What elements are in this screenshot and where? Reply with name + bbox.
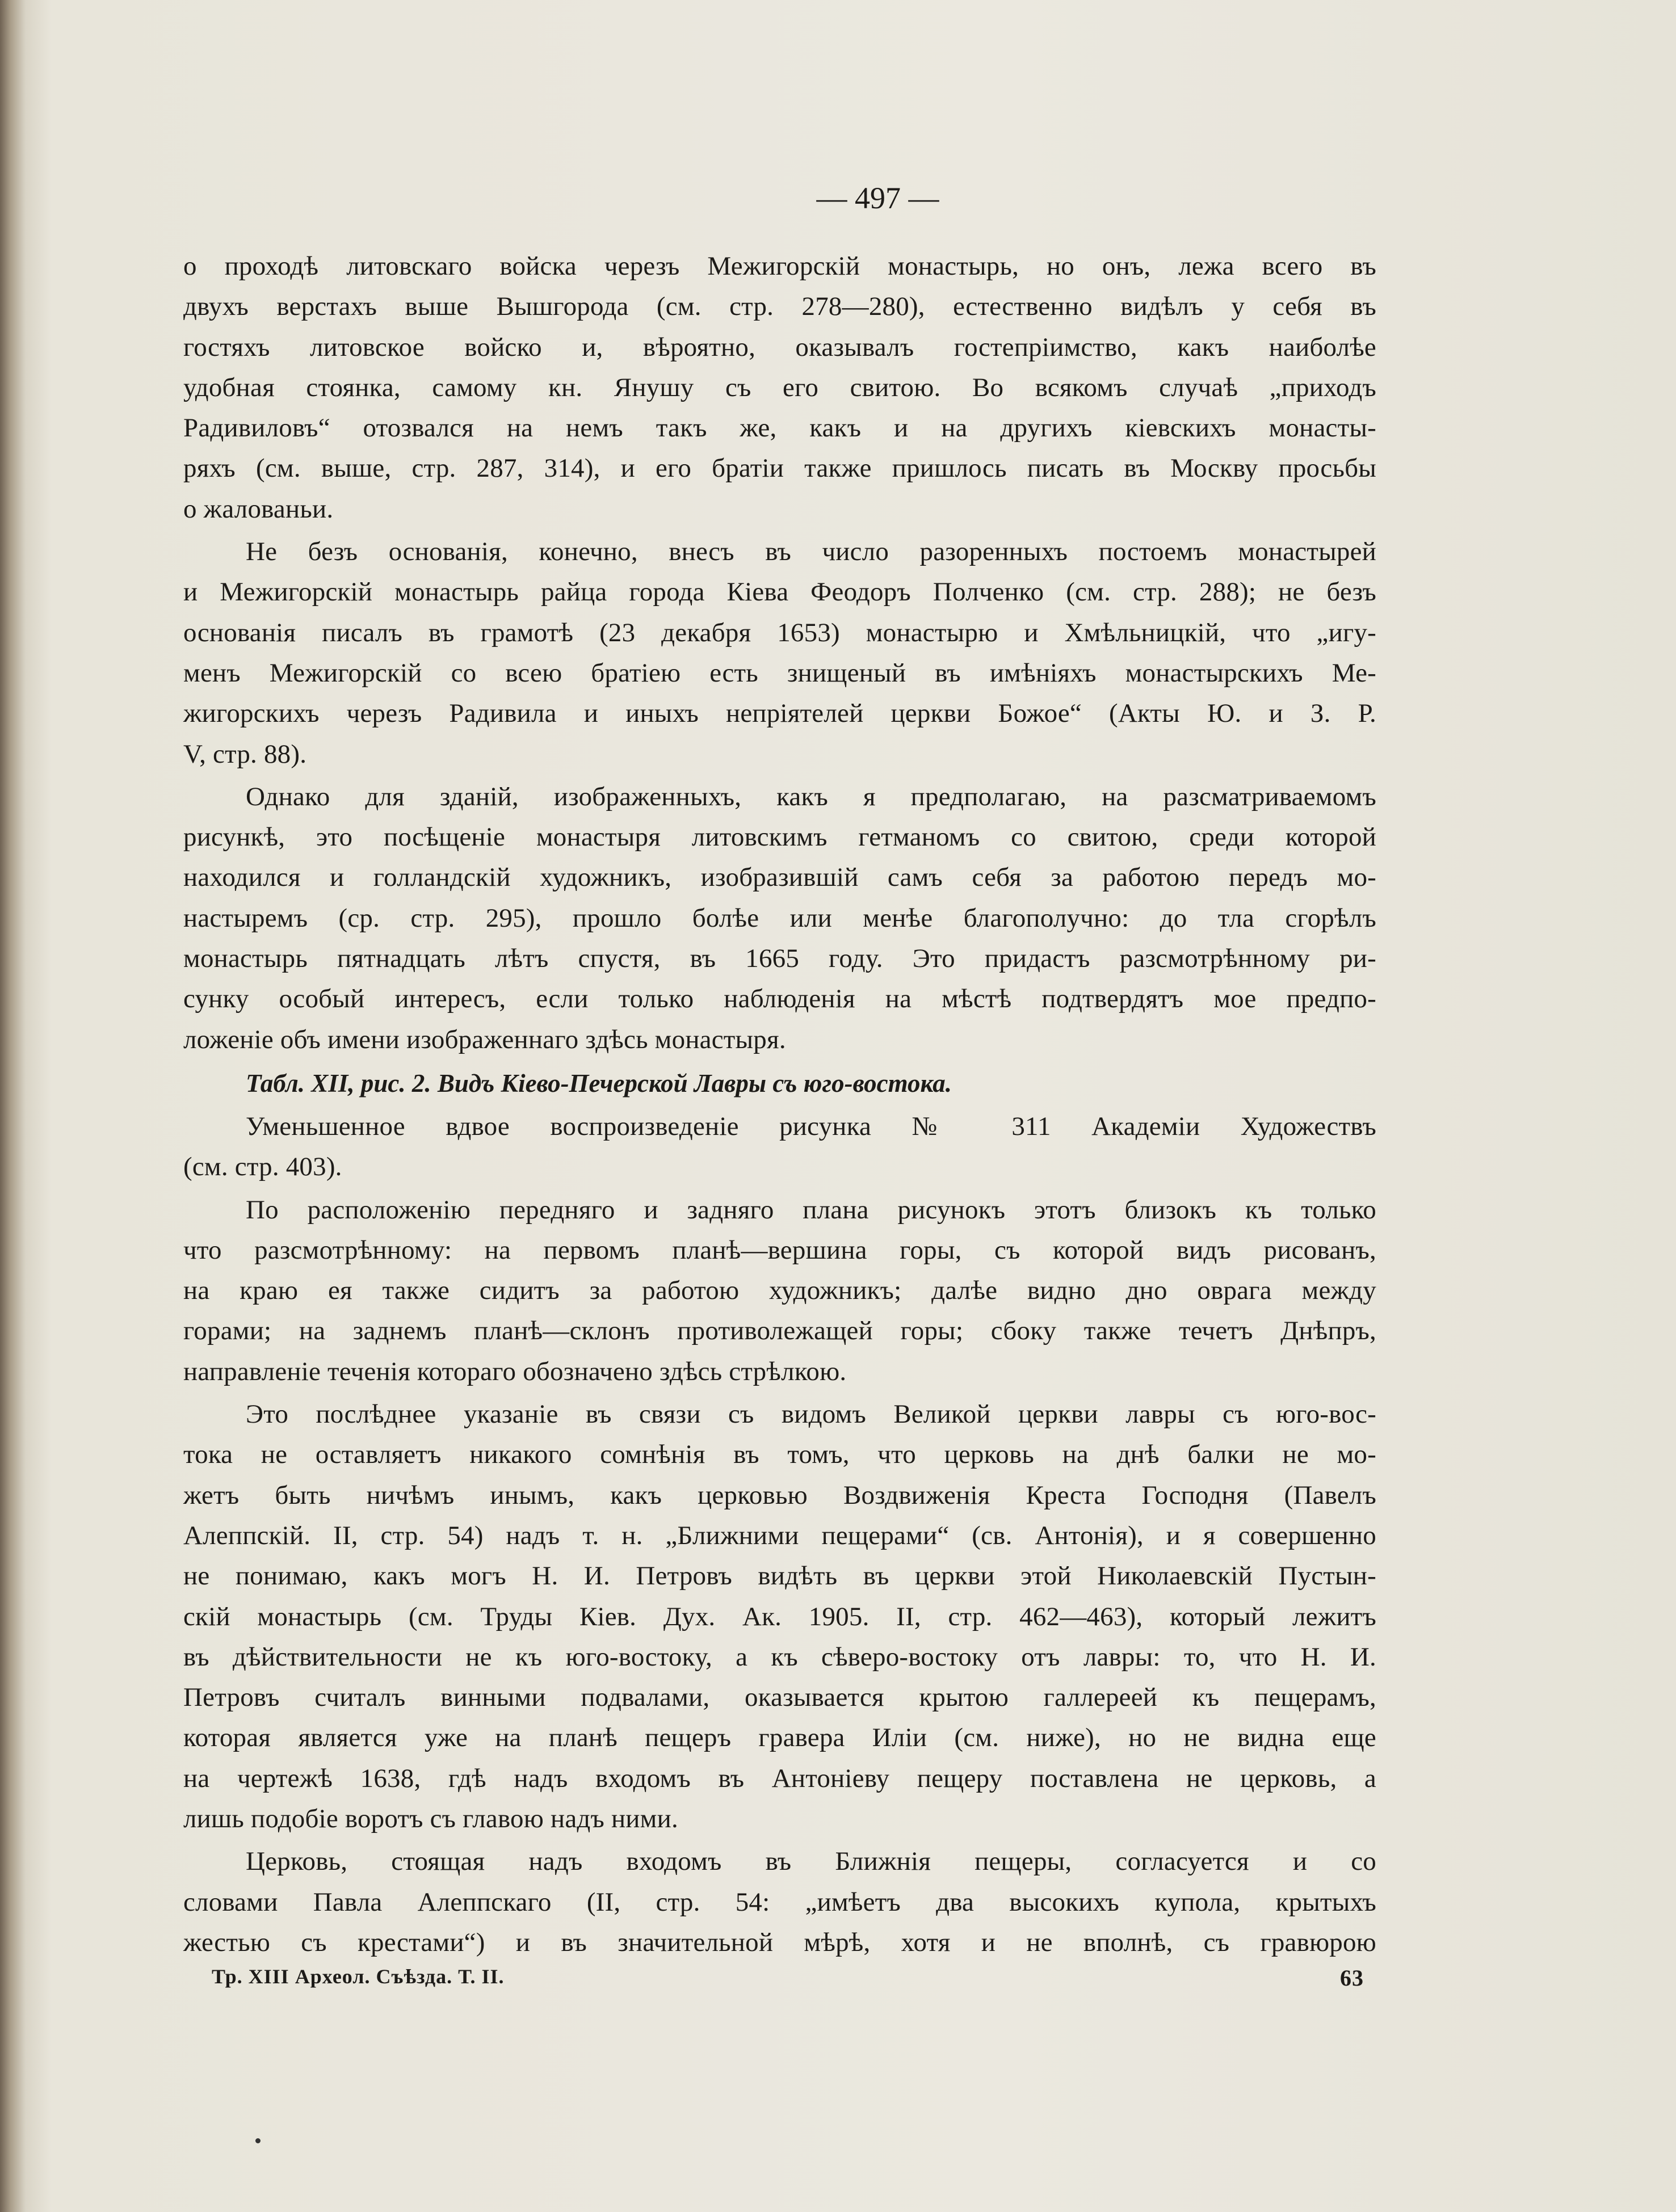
- text-line: Алеппскій. II, стр. 54) надъ т. н. „Ближними пещерами“ (св. Антонія), и я совершенно: [183, 1520, 1376, 1550]
- text-line: гостяхъ литовское войско и, вѣроятно, оказывалъ гостепріимство, какъ наиболѣе: [183, 332, 1376, 362]
- text-line: жестью съ крестами“) и въ значительной мѣрѣ, хотя и не вполнѣ, съ гравюрою: [183, 1927, 1376, 1957]
- text-line: словами Павла Алеппскаго (II, стр. 54: „имѣетъ два высокихъ купола, крытыхъ: [183, 1887, 1376, 1917]
- text-line: V, стр. 88).: [183, 739, 307, 769]
- text-line: основанія писалъ въ грамотѣ (23 декабря 1653) монастырю и Хмѣльницкій, что „игу-: [183, 617, 1376, 647]
- text-line: Церковь, стоящая надъ входомъ въ Ближнія пещеры, согласуется и со: [246, 1847, 1376, 1877]
- text-line: направленіе теченія котораго обозначено здѣсь стрѣлкою.: [183, 1356, 847, 1386]
- text-line: жетъ быть ничѣмъ инымъ, какъ церковью Воздвиженія Креста Господня (Павелъ: [183, 1480, 1376, 1510]
- page-number: — 497 —: [816, 181, 939, 215]
- paragraph: [183, 532, 1376, 775]
- text-line: настыремъ (ср. стр. 295), прошло болѣе или менѣе благополучно: до тла сгорѣлъ: [183, 903, 1376, 933]
- text-line: на чертежѣ 1638, гдѣ надъ входомъ въ Антоніеву пещеру поставлена не церковь, а: [183, 1763, 1376, 1793]
- footer-sheet-number: 63: [1340, 1965, 1364, 1991]
- paragraph: [183, 1190, 1376, 1392]
- paragraph: [183, 1841, 1376, 1963]
- text-line: не понимаю, какъ могъ Н. И. Петровъ видѣть въ церкви этой Николаевскій Пустын-: [183, 1561, 1376, 1591]
- text-line: Уменьшенное вдвое воспроизведеніе рисунка № 311 Академіи Художествъ: [246, 1111, 1376, 1141]
- text-line: монастырь пятнадцать лѣтъ спустя, въ 1665 году. Это придастъ разсмотрѣнному ри-: [183, 944, 1376, 974]
- text-line: удобная стоянка, самому кн. Янушу съ его свитою. Во всякомъ случаѣ „приходъ: [183, 372, 1376, 402]
- text-line: въ дѣйствительности не къ юго-востоку, а къ сѣверо-востоку отъ лавры: то, что Н. И.: [183, 1642, 1376, 1672]
- figure-caption: Табл. XII, рис. 2. Видъ Кіево-Печерской Лавры съ юго-востока.: [246, 1069, 952, 1097]
- text-line: рисункѣ, это посѣщеніе монастыря литовскимъ гетманомъ со свитою, среди которой: [183, 822, 1376, 852]
- paragraph: [183, 1394, 1376, 1839]
- text-line: горами; на заднемъ планѣ—склонъ противолежащей горы; сбоку также течетъ Днѣпръ,: [183, 1316, 1376, 1346]
- text-line: о жалованьи.: [183, 494, 334, 524]
- text-line: и Межигорскій монастырь райца города Кіева Феодоръ Полченко (см. стр. 288); не безъ: [183, 577, 1376, 607]
- text-line: лишь подобіе воротъ съ главою надъ ними.: [183, 1803, 678, 1833]
- text-line: Это послѣднее указаніе въ связи съ видомъ Великой церкви лавры съ юго-вос-: [246, 1399, 1376, 1429]
- paragraph: [183, 777, 1376, 1060]
- page-body: [183, 244, 1376, 1963]
- text-line: Радивиловъ“ отозвался на немъ такъ же, какъ и на другихъ кіевскихъ монасты-: [183, 413, 1376, 443]
- text-line: о проходѣ литовскаго войска черезъ Межигорскій монастырь, но онъ, лежа всего въ: [183, 251, 1376, 281]
- text-line: что разсмотрѣнному: на первомъ планѣ—вершина горы, съ которой видъ рисованъ,: [183, 1235, 1376, 1265]
- text-line: (см. стр. 403).: [183, 1152, 342, 1182]
- text-line: на краю ея также сидитъ за работою художникъ; далѣе видно дно оврага между: [183, 1276, 1376, 1306]
- scan-speck: [255, 2138, 261, 2143]
- text-line: ряхъ (см. выше, стр. 287, 314), и его братіи также пришлось писать въ Москву просьбы: [183, 453, 1376, 483]
- text-line: По расположенію передняго и задняго плана рисунокъ этотъ близокъ къ только: [246, 1195, 1376, 1225]
- text-line: скій монастырь (см. Труды Кіев. Дух. Ак. 1905. II, стр. 462—463), который лежитъ: [183, 1601, 1376, 1631]
- paragraph: [183, 1107, 1376, 1188]
- text-line: ложеніе объ имени изображеннаго здѣсь монастыря.: [183, 1024, 786, 1054]
- text-line: Петровъ считалъ винными подвалами, оказывается крытою галлереей къ пещерамъ,: [183, 1683, 1376, 1713]
- text-line: менъ Межигорскій со всею братіею есть знищеный въ имѣніяхъ монастырскихъ Ме-: [183, 658, 1376, 688]
- text-line: Однако для зданій, изображенныхъ, какъ я предполагаю, на разсматриваемомъ: [246, 781, 1376, 811]
- text-line: двухъ верстахъ выше Вышгорода (см. стр. 278—280), естественно видѣлъ у себя въ: [183, 292, 1376, 322]
- text-line: Не безъ основанія, конечно, внесъ въ число разоренныхъ постоемъ монастырей: [246, 537, 1376, 567]
- paragraph: [183, 246, 1376, 529]
- text-line: сунку особый интересъ, если только наблюденія на мѣстѣ подтвердятъ мое предпо-: [183, 984, 1376, 1014]
- footer-signature: Тр. XIII Археол. Съѣзда. Т. II.: [212, 1965, 505, 1988]
- text-line: находился и голландскій художникъ, изобразившій самъ себя за работою передъ мо-: [183, 863, 1376, 893]
- text-line: жигорскихъ черезъ Радивила и иныхъ непріятелей церкви Божое“ (Акты Ю. и З. Р.: [183, 699, 1376, 729]
- text-line: которая является уже на планѣ пещеръ гравера Иліи (см. ниже), но не видна еще: [183, 1723, 1376, 1753]
- text-line: тока не оставляетъ никакого сомнѣнія въ томъ, что церковь на днѣ балки не мо-: [183, 1440, 1376, 1470]
